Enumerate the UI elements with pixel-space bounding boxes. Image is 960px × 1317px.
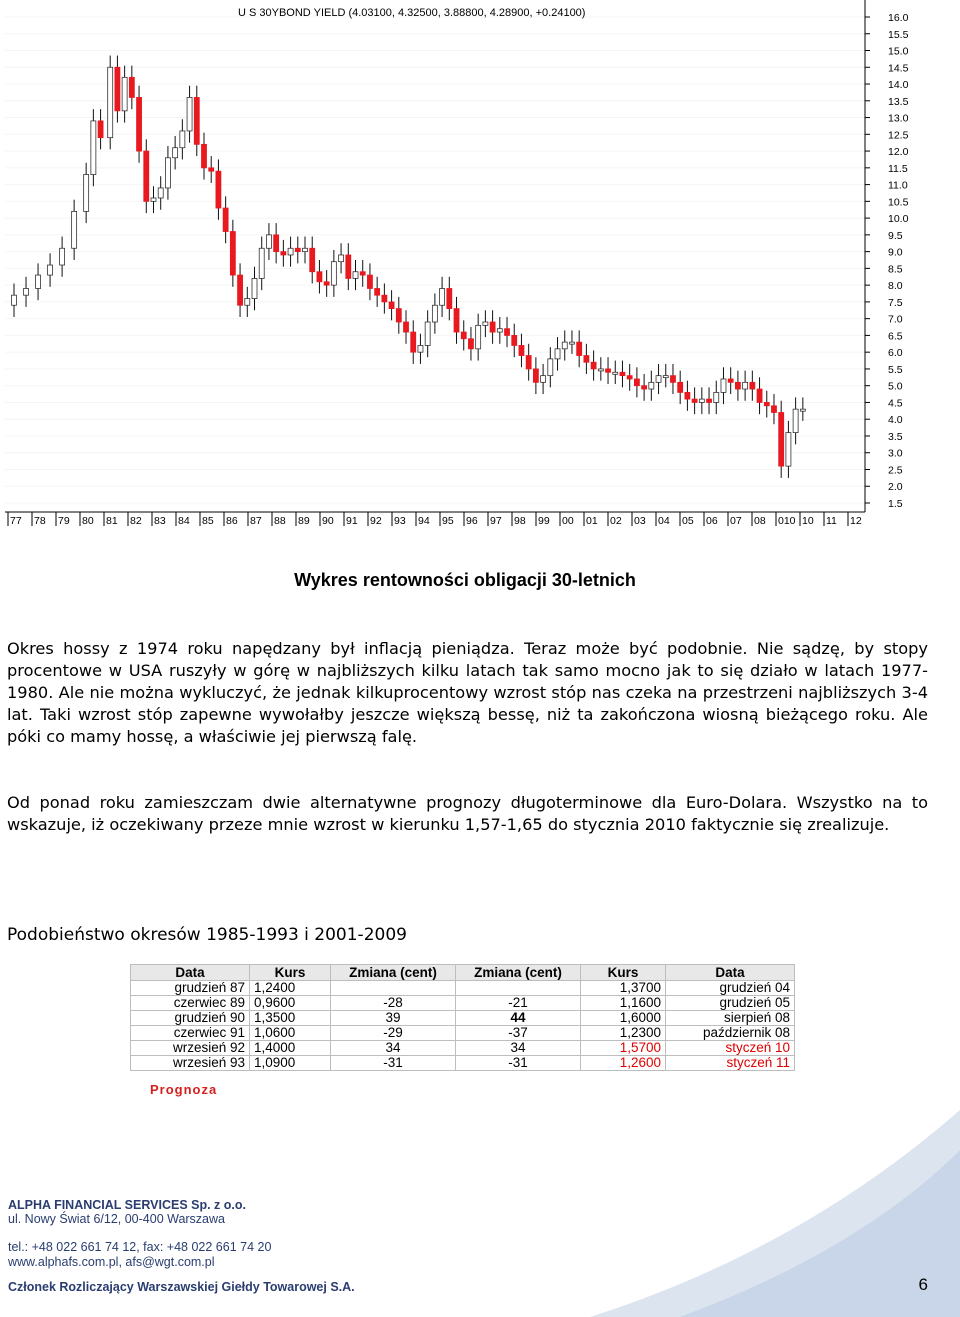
header-data-2: Data	[666, 965, 795, 981]
footer	[0, 1110, 960, 1317]
candle-body	[115, 67, 120, 111]
table-cell: 39	[331, 1011, 456, 1026]
candle-body	[310, 248, 315, 271]
candle-body	[512, 335, 517, 345]
y-tick-label: 12.5	[888, 129, 909, 142]
candle-body	[353, 272, 358, 279]
candle-body	[223, 208, 228, 231]
candle-body	[144, 151, 149, 201]
candle-body	[440, 288, 445, 305]
x-tick-label: 93	[394, 515, 406, 527]
candle-body	[764, 402, 769, 405]
x-tick-label: 79	[58, 515, 70, 527]
table-cell: -31	[456, 1056, 581, 1071]
candle-body	[779, 413, 784, 467]
chart-caption: Wykres rentowności obligacji 30-letnich	[294, 570, 636, 590]
y-tick-label: 4.5	[888, 397, 903, 410]
candle-body	[259, 248, 264, 278]
x-tick-label: 99	[538, 515, 550, 527]
x-tick-label: 81	[106, 515, 118, 527]
candle-body	[151, 198, 156, 201]
x-tick-label: 11	[826, 515, 837, 527]
candle-body	[800, 409, 805, 411]
candle-body	[122, 77, 127, 111]
x-tick-label: 00	[562, 515, 574, 527]
y-tick-label: 16.0	[888, 12, 909, 24]
header-kurs-1: Kurs	[250, 965, 331, 981]
table-cell: październik 08	[666, 1026, 795, 1041]
candle-body	[24, 288, 29, 295]
table-cell	[331, 981, 456, 996]
candle-body	[743, 382, 748, 389]
y-tick-label: 14.0	[888, 79, 909, 92]
candle-body	[728, 379, 733, 382]
y-tick-label: 10.5	[888, 196, 909, 209]
candle-body	[591, 362, 596, 369]
table-cell: styczeń 10	[666, 1041, 795, 1056]
candle-body	[36, 275, 41, 288]
x-tick-label: 08	[754, 515, 766, 527]
table-cell: 1,0900	[250, 1056, 331, 1071]
candle-body	[187, 97, 192, 131]
candle-body	[418, 345, 423, 352]
x-tick-label: 88	[274, 515, 286, 527]
candle-body	[678, 382, 683, 392]
candle-body	[396, 309, 401, 322]
candle-body	[425, 322, 430, 345]
candle-body	[670, 376, 675, 383]
candle-body	[497, 329, 502, 332]
candle-body	[295, 248, 300, 251]
candle-body	[129, 77, 134, 97]
x-tick-label: 90	[322, 515, 334, 527]
y-tick-label: 9.5	[888, 229, 903, 242]
x-tick-label: 010	[778, 515, 796, 527]
table-cell: czerwiec 89	[131, 996, 250, 1011]
candle-body	[606, 369, 611, 372]
candle-body	[432, 305, 437, 322]
candle-body	[12, 295, 17, 305]
x-tick-label: 85	[202, 515, 214, 527]
candle-body	[411, 332, 416, 352]
y-tick-label: 5.0	[888, 380, 903, 393]
candle-body	[230, 232, 235, 276]
x-tick-label: 02	[610, 515, 622, 527]
table-row	[131, 1041, 795, 1056]
candle-body	[642, 386, 647, 389]
candle-body	[541, 376, 546, 383]
similarity-table	[130, 964, 795, 1071]
candle-body	[699, 399, 704, 402]
table-cell: -21	[456, 996, 581, 1011]
table-cell: 1,5700	[581, 1041, 666, 1056]
candle-body	[201, 144, 206, 167]
x-tick-label: 86	[226, 515, 238, 527]
y-tick-label: 6.0	[888, 347, 903, 360]
footer-company: ALPHA FINANCIAL SERVICES Sp. z o.o.	[8, 1198, 246, 1212]
candle-body	[707, 399, 712, 402]
candle-body	[634, 379, 639, 386]
y-tick-label: 3.5	[888, 430, 903, 443]
footer-web: www.alphafs.com.pl, afs@wgt.com.pl	[8, 1255, 215, 1269]
table-cell: 1,3700	[581, 981, 666, 996]
y-tick-label: 13.5	[888, 95, 909, 108]
table-cell: 1,2600	[581, 1056, 666, 1071]
candle-body	[663, 376, 668, 378]
x-tick-label: 96	[466, 515, 478, 527]
x-tick-label: 87	[250, 515, 262, 527]
y-tick-label: 11.5	[888, 162, 908, 175]
candle-body	[620, 372, 625, 375]
candle-body	[447, 288, 452, 308]
candle-body	[98, 121, 103, 138]
x-tick-label: 92	[370, 515, 382, 527]
table-row	[131, 1011, 795, 1026]
candle-body	[735, 382, 740, 389]
y-tick-label: 15.0	[888, 45, 909, 58]
candle-body	[793, 409, 798, 432]
x-tick-label: 05	[682, 515, 694, 527]
x-tick-label: 91	[346, 515, 358, 527]
candle-body	[252, 278, 257, 298]
y-tick-label: 9.0	[888, 246, 903, 259]
table-cell: 1,4000	[250, 1041, 331, 1056]
table-row	[131, 1056, 795, 1071]
bond-yield-chart	[0, 0, 960, 530]
candle-body	[404, 322, 409, 332]
candle-body	[468, 339, 473, 349]
candle-body	[382, 295, 387, 302]
header-zmiana-2: Zmiana (cent)	[456, 965, 581, 981]
table-cell: grudzień 87	[131, 981, 250, 996]
table-cell: grudzień 05	[666, 996, 795, 1011]
table-cell: sierpień 08	[666, 1011, 795, 1026]
x-tick-label: 83	[154, 515, 166, 527]
candle-body	[91, 121, 96, 175]
candle-body	[714, 392, 719, 402]
x-tick-label: 80	[82, 515, 94, 527]
y-tick-label: 15.5	[888, 28, 909, 41]
candle-body	[216, 171, 221, 208]
y-tick-label: 7.5	[888, 296, 903, 309]
table-cell: 1,1600	[581, 996, 666, 1011]
table-cell: grudzień 04	[666, 981, 795, 996]
footer-phone: tel.: +48 022 661 74 12, fax: +48 022 661 74 20	[8, 1240, 272, 1254]
y-tick-label: 2.5	[888, 464, 903, 477]
table-cell: 1,3500	[250, 1011, 331, 1026]
paragraph-2: Od ponad roku zamieszczam dwie alternatywne prognozy długoterminowe dla Euro-Dolara. Wszystko na to wskazuje, iż oczekiwany przeze mnie wzrost w kierunku 1,57-1,65 do stycznia 2010 faktycznie się zrealizuje.	[7, 793, 928, 834]
footer-address: ul. Nowy Świat 6/12, 00-400 Warszawa	[8, 1212, 225, 1226]
candle-body	[555, 349, 560, 359]
candle-body	[692, 399, 697, 402]
candle-body	[483, 322, 488, 325]
candle-body	[48, 265, 53, 275]
footer-member: Członek Rozliczający Warszawskiej Giełdy Towarowej S.A.	[8, 1280, 355, 1294]
y-tick-label: 2.0	[888, 481, 903, 494]
y-tick-label: 5.5	[888, 363, 903, 376]
page-number: 6	[918, 1275, 928, 1294]
table-row	[131, 981, 795, 996]
candle-body	[331, 262, 336, 285]
candle-body	[577, 342, 582, 355]
candle-body	[281, 252, 286, 255]
x-tick-label: 84	[178, 515, 190, 527]
x-tick-label: 12	[850, 515, 862, 527]
table-row	[131, 996, 795, 1011]
table-cell: -29	[331, 1026, 456, 1041]
candle-body	[757, 389, 762, 402]
candle-body	[562, 342, 567, 349]
paragraph-1: Okres hossy z 1974 roku napędzany był inflacją pieniądza. Teraz może być podobnie. Nie sądzę, by stopy procentowe w USA ruszyły w górę w najbliższych kilku latach tak samo mocno jak to się działo w latach 1977-1980. Ale nie można wykluczyć, że jednak kilkuprocentowy wzrost stóp nas czeka na przestrzeni najbliższych 3-4 lat. Taki wzrost stóp zapewne wywołałby jeszcze większą bessę, niż ta zakończona wiosną bieżącego roku. Ale póki co mamy hossę, a właściwie jej pierwszą falę.	[7, 639, 928, 746]
candle-body	[274, 235, 279, 252]
candle-body	[317, 272, 322, 282]
candle-body	[721, 379, 726, 392]
y-tick-label: 1.5	[888, 498, 903, 510]
candle-body	[367, 275, 372, 288]
y-tick-label: 12.0	[888, 146, 909, 159]
candle-body	[750, 382, 755, 389]
y-tick-label: 3.0	[888, 447, 903, 460]
x-tick-label: 82	[130, 515, 142, 527]
table-row	[131, 1026, 795, 1041]
x-tick-label: 04	[658, 515, 670, 527]
candle-body	[786, 433, 791, 467]
candle-body	[158, 188, 163, 198]
header-kurs-2: Kurs	[581, 965, 666, 981]
candle-body	[627, 376, 632, 379]
candle-body	[505, 329, 510, 336]
chart-title: U S 30YBOND YIELD (4.03100, 4.32500, 3.88800, 4.28900, +0.24100)	[238, 7, 586, 19]
candle-body	[72, 211, 77, 248]
candle-body	[288, 248, 293, 255]
candle-body	[476, 325, 481, 348]
table-cell: 0,9600	[250, 996, 331, 1011]
candle-body	[137, 97, 142, 151]
x-tick-label: 95	[442, 515, 454, 527]
candle-body	[454, 309, 459, 332]
y-tick-label: 11.0	[888, 179, 908, 192]
x-tick-label: 98	[514, 515, 526, 527]
table-cell: 44	[456, 1011, 581, 1026]
y-tick-label: 14.5	[888, 62, 909, 75]
candle-body	[461, 332, 466, 339]
candle-body	[519, 345, 524, 355]
x-tick-label: 97	[490, 515, 502, 527]
x-tick-label: 03	[634, 515, 646, 527]
candle-body	[194, 97, 199, 144]
table-cell: -28	[331, 996, 456, 1011]
candle-body	[656, 376, 661, 383]
candle-body	[598, 369, 603, 371]
y-tick-label: 8.0	[888, 280, 903, 293]
y-tick-label: 13.0	[888, 112, 909, 125]
table-header-row	[131, 965, 795, 981]
candle-body	[339, 255, 344, 262]
candle-body	[209, 168, 214, 171]
candle-body	[266, 235, 271, 248]
candle-body	[165, 158, 170, 188]
candle-body	[346, 255, 351, 278]
table-cell: czerwiec 91	[131, 1026, 250, 1041]
chart-svg	[0, 0, 960, 530]
header-zmiana-1: Zmiana (cent)	[331, 965, 456, 981]
x-tick-label: 89	[298, 515, 310, 527]
table-cell: -37	[456, 1026, 581, 1041]
table-cell: 1,2400	[250, 981, 331, 996]
table-cell: 1,0600	[250, 1026, 331, 1041]
candle-body	[569, 342, 574, 344]
table-cell	[456, 981, 581, 996]
candle-body	[375, 288, 380, 295]
y-tick-label: 7.0	[888, 313, 903, 326]
table-cell: 34	[331, 1041, 456, 1056]
table-cell: 1,6000	[581, 1011, 666, 1026]
x-tick-label: 94	[418, 515, 430, 527]
y-tick-label: 8.5	[888, 263, 903, 276]
candle-body	[490, 322, 495, 332]
table-cell: 1,2300	[581, 1026, 666, 1041]
candle-body	[303, 248, 308, 251]
x-tick-label: 07	[730, 515, 742, 527]
x-tick-label: 01	[586, 515, 598, 527]
candle-body	[649, 382, 654, 389]
candle-body	[389, 302, 394, 309]
candle-body	[771, 406, 776, 413]
x-tick-label: 10	[802, 515, 814, 527]
y-tick-label: 4.0	[888, 414, 903, 427]
y-tick-label: 10.0	[888, 213, 909, 226]
x-tick-label: 77	[10, 515, 22, 527]
candle-body	[548, 359, 553, 376]
table-cell: styczeń 11	[666, 1056, 795, 1071]
candle-body	[584, 356, 589, 363]
table-cell: wrzesień 93	[131, 1056, 250, 1071]
candle-body	[238, 275, 243, 305]
candle-body	[245, 299, 250, 306]
y-tick-label: 6.5	[888, 330, 903, 343]
x-tick-label: 06	[706, 515, 718, 527]
table-cell: 34	[456, 1041, 581, 1056]
candle-body	[173, 148, 178, 158]
candle-body	[360, 272, 365, 275]
section-title-similarity: Podobieństwo okresów 1985-1993 i 2001-2009	[7, 925, 407, 945]
x-tick-label: 78	[34, 515, 46, 527]
prognoza-label: Prognoza	[150, 1082, 218, 1097]
header-data-1: Data	[131, 965, 250, 981]
table-cell: grudzień 90	[131, 1011, 250, 1026]
candle-body	[526, 356, 531, 369]
candle-body	[180, 131, 185, 148]
candle-body	[533, 369, 538, 382]
candle-body	[324, 282, 329, 285]
candle-body	[613, 372, 618, 374]
table-cell: -31	[331, 1056, 456, 1071]
table-cell: wrzesień 92	[131, 1041, 250, 1056]
candle-body	[60, 248, 65, 265]
candle-body	[685, 392, 690, 399]
candle-body	[84, 175, 89, 212]
candle-body	[108, 67, 113, 137]
